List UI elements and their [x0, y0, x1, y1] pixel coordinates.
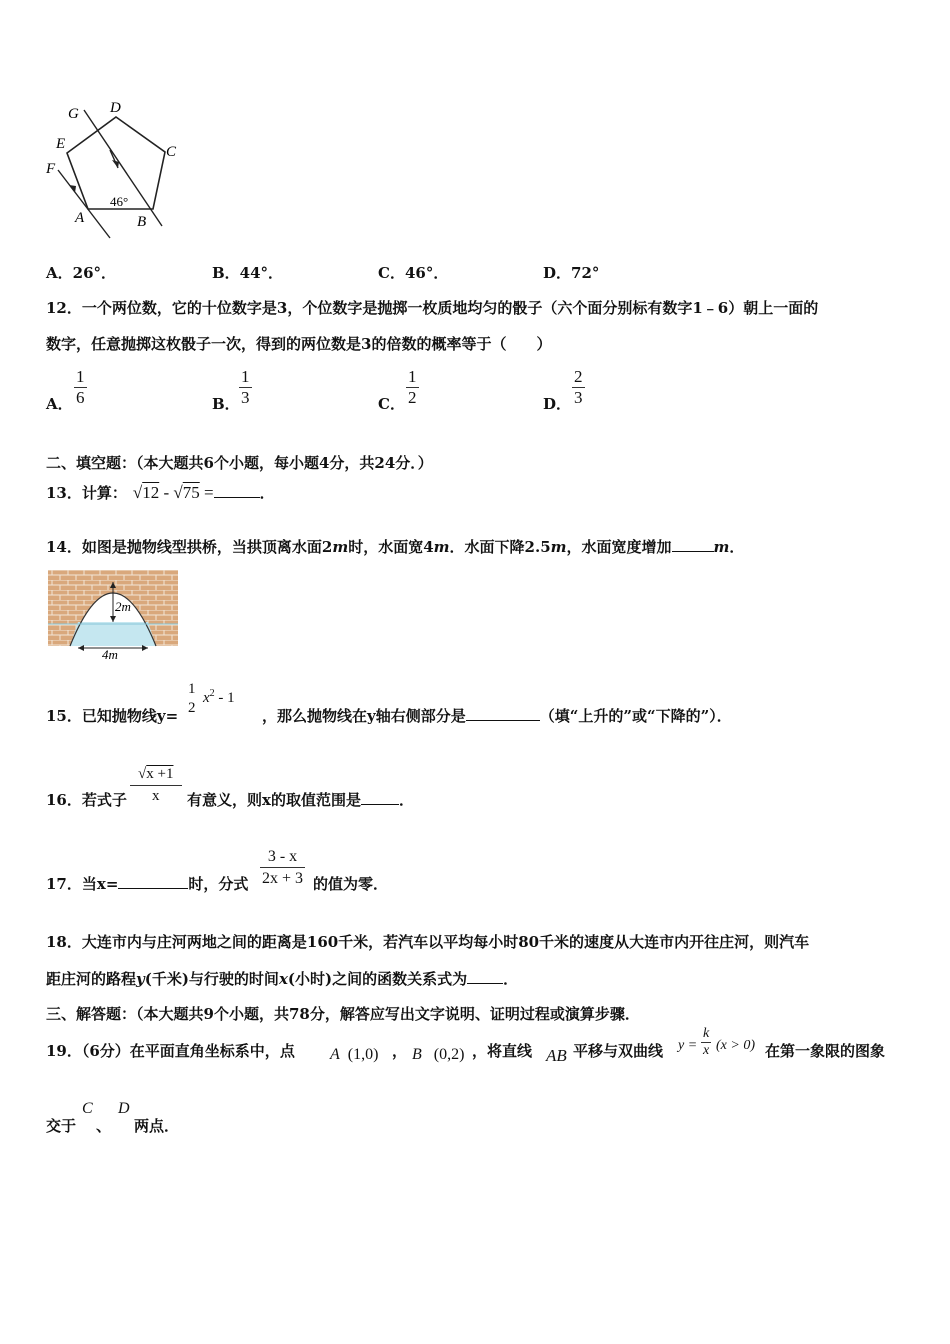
q15-answer-blank[interactable]: [466, 706, 540, 721]
arch-width-label: 4m: [102, 647, 118, 660]
q13: 13．计算： √12 - √75 = ．: [46, 483, 275, 502]
q17-text: 17．当x= 时，分式: [46, 875, 249, 893]
q19-suffix: 在第一象限的图象: [765, 1042, 886, 1060]
q19-point-b: B (0,2): [412, 1046, 465, 1063]
section-3-heading: 三、解答题：（本大题共9个小题，共78分，解答应写出文字说明、证明过程或演算步骤．: [46, 1005, 640, 1023]
q19-point-c: C: [82, 1100, 93, 1117]
pentagon-label-e: E: [56, 136, 66, 152]
q12-option-a-fraction: $\frac{1}{6}$: [76, 367, 85, 407]
pentagon-label-f: F: [46, 161, 56, 177]
q13-radicand-a: 12: [142, 483, 160, 502]
q13-answer-blank[interactable]: [214, 483, 260, 498]
q17-suffix: 的值为零．: [313, 875, 389, 893]
q18-line2: 距庄河的路程y(千米)与行驶的时间x(小时)之间的函数关系式为 ．: [46, 970, 519, 988]
q19-line2-b: 两点．: [134, 1117, 180, 1135]
q12-line2: 数字，任意抛掷这枚骰子一次，得到的两位数是3的倍数的概率等于（ ）: [46, 335, 552, 353]
q12-option-b-fraction: $\frac{1}{3}$: [241, 367, 250, 407]
q19-line-ab: AB: [546, 1046, 567, 1065]
q14-answer-blank[interactable]: [672, 537, 714, 552]
q17-answer-blank[interactable]: [118, 874, 188, 889]
pentagon-label-b: B: [137, 214, 147, 230]
q18-answer-blank[interactable]: [467, 969, 503, 984]
q13-prefix: 13．计算：: [46, 484, 127, 502]
q15-rest: ，那么抛物线在y轴右侧部分是 （填“上升的”或“下降的”）．: [262, 707, 732, 725]
q12-option-b-label: B．: [212, 395, 240, 413]
q12-line1: 12．一个两位数，它的十位数字是3，个位数字是抛掷一枚质地均匀的骰子（六个面分别标有数字1﹣6）朝上一面的: [46, 299, 819, 317]
q13-equals: =: [203, 483, 214, 502]
pentagon-angle-label: 46°: [110, 194, 129, 209]
q17-fraction: $\frac{3 - x}{2x + 3}$: [262, 848, 304, 887]
q19-line2-a: 交于: [46, 1117, 77, 1135]
section-2-heading: 二、填空题：（本大题共6个小题，每小题4分，共24分．）: [46, 454, 433, 472]
arch-height-label: 2m: [115, 599, 131, 614]
q11-option-c: C．46°．: [378, 264, 449, 282]
q18-line1: 18．大连市内与庄河两地之间的距离是160千米，若汽车以平均每小时80千米的速度从大连市内开往庄河，则汽车: [46, 933, 810, 951]
q19-prefix: 19．（6分）在平面直角坐标系中，点: [46, 1042, 295, 1060]
pentagon-label-d: D: [110, 100, 121, 116]
q19-comma: ，: [392, 1042, 408, 1060]
q12-option-c-fraction: $\frac{1}{2}$: [408, 367, 417, 407]
q15-prefix: 15．已知抛物线y=: [46, 707, 179, 725]
pentagon-label-c: C: [166, 144, 177, 160]
arch-bridge-figure: [48, 570, 180, 660]
q19-condition: (x > 0): [716, 1038, 755, 1053]
q15-fraction: 1 2: [188, 681, 196, 716]
q19-point-a: A (1,0): [330, 1046, 379, 1063]
q11-option-d: D．72°: [543, 264, 600, 282]
q12-option-d-fraction: $\frac{2}{3}$: [574, 367, 583, 407]
pentagon-label-g: G: [68, 106, 79, 122]
q19-point-d: D: [118, 1100, 130, 1117]
q16-fraction: $\frac{√x +1}{x}$: [130, 764, 182, 807]
q13-radicand-b: 75: [182, 483, 200, 502]
q19-y-eq: y =: [678, 1038, 698, 1053]
q11-option-a: A．26°．: [46, 264, 117, 282]
pentagon-figure: [40, 98, 190, 248]
q19-k-over-x: $\frac{k}{x}$: [703, 1026, 710, 1058]
q19-separator: 、: [96, 1117, 112, 1135]
q14-text: 14．如图是抛物线型拱桥，当拱顶离水面2m时，水面宽4m．水面下降2.5m，水面宽度增加 m．: [46, 538, 745, 556]
q16-rest: 有意义，则x的取值范围是 ．: [187, 791, 414, 809]
q16-answer-blank[interactable]: [361, 790, 399, 805]
q12-option-a-label: A．: [46, 395, 73, 413]
q12-option-d-label: D．: [543, 395, 572, 413]
q19-mid: ，将直线: [472, 1042, 533, 1060]
q19-mid2: 平移与双曲线: [573, 1042, 664, 1060]
q13-suffix: ．: [259, 484, 275, 502]
q11-option-b: B．44°．: [212, 264, 284, 282]
q12-option-c-label: C．: [378, 395, 405, 413]
q13-minus: -: [163, 483, 170, 502]
q15-x-squared: $x^2 - 1$: [203, 688, 235, 706]
q16-prefix: 16．若式子: [46, 791, 127, 809]
pentagon-label-a: A: [75, 210, 85, 226]
